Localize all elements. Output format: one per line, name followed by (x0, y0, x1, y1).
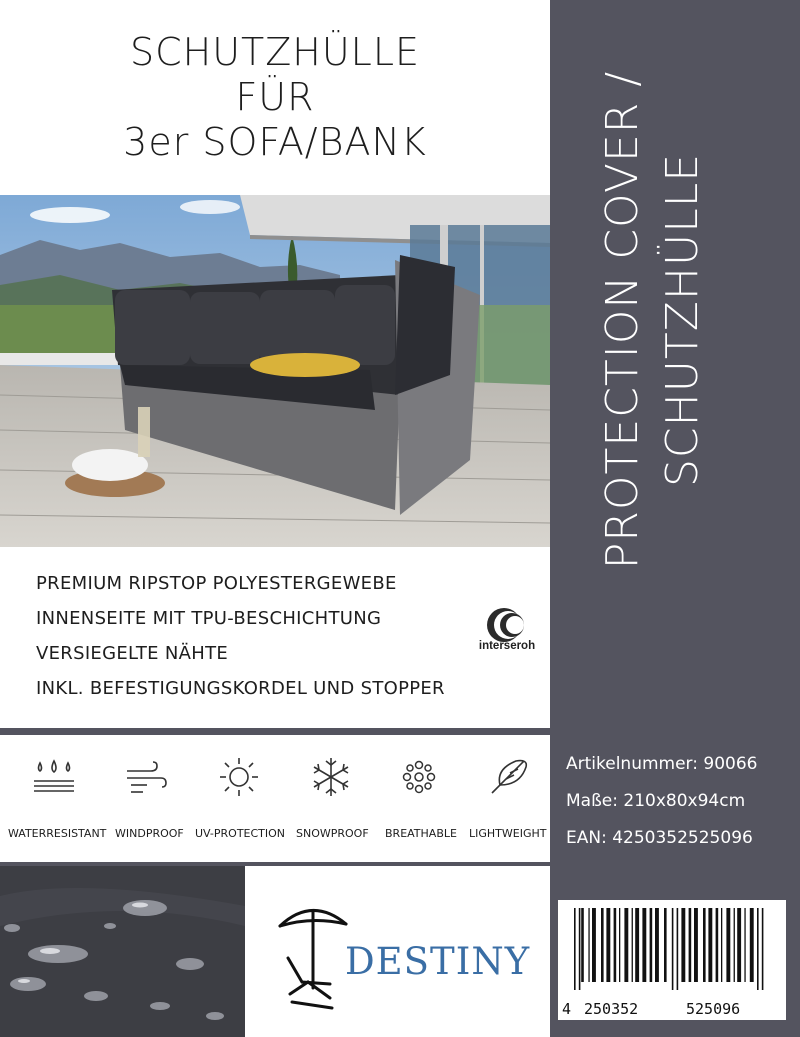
article-number: Artikelnummer: 90066 (566, 754, 758, 774)
barcode-bar (672, 908, 674, 990)
interseroh-logo (468, 605, 546, 661)
barcode-bar (579, 908, 581, 990)
feature-item: INKL. BEFESTIGUNGSKORDEL UND STOPPER (36, 678, 445, 699)
title-line-3: 3er SOFA/BANK (123, 120, 427, 164)
barcode-bar (689, 908, 692, 982)
barcode-bar (624, 908, 628, 982)
barcode-bar (762, 908, 764, 990)
fabric-photo (0, 866, 245, 1037)
barcode-bar (632, 908, 633, 982)
feather-icon (463, 747, 555, 799)
vertical-title (593, 0, 713, 640)
wind-icon (100, 747, 192, 799)
parasol-logo-icon (272, 898, 352, 1013)
barcode-bar (650, 908, 653, 982)
barcode-bars (566, 908, 778, 990)
barcode-bar (750, 908, 754, 982)
feature-list (36, 566, 506, 706)
barcode-bar (592, 908, 596, 982)
product-info (550, 735, 800, 862)
vertical-title-line-1: PROTECTION COVER / (597, 70, 648, 570)
property-label: BREATHABLE (385, 827, 457, 840)
water-drops-icon (8, 747, 100, 799)
barcode-group: 525096 (686, 1000, 741, 1018)
divider (0, 728, 800, 735)
barcode-group: 250352 (584, 1000, 639, 1018)
barcode-bar (614, 908, 617, 982)
barcode-bar (574, 908, 576, 990)
feature-item: INNENSEITE MIT TPU-BESCHICHTUNG (36, 608, 382, 629)
sofa-scene-image (0, 195, 550, 547)
property-label: LIGHTWEIGHT (469, 827, 547, 840)
barcode-bar (703, 908, 706, 982)
feature-item: VERSIEGELTE NÄHTE (36, 643, 229, 664)
ean-number: EAN: 4250352525096 (566, 828, 753, 848)
barcode-bar (721, 908, 722, 982)
barcode-bar (588, 908, 589, 982)
barcode-bar (619, 908, 620, 982)
product-photo (0, 195, 550, 547)
barcode-bar (606, 908, 610, 982)
property-label: WINDPROOF (115, 827, 184, 840)
sun-icon (193, 747, 285, 799)
properties-row (0, 735, 550, 862)
barcode-bar (635, 908, 639, 982)
barcode-bar (694, 908, 698, 982)
snowflake-icon (285, 747, 377, 799)
feature-item: PREMIUM RIPSTOP POLYESTERGEWEBE (36, 573, 397, 594)
brand-name: DESTINY (345, 940, 531, 983)
barcode-bar (757, 908, 759, 990)
vertical-title-line-2: SCHUTZHÜLLE (657, 152, 708, 488)
barcode-bar (744, 908, 745, 982)
water-droplets-image (0, 866, 245, 1037)
barcode-bar (737, 908, 741, 982)
barcode-bar (716, 908, 719, 982)
barcode-bar (664, 908, 667, 982)
title-line-2: FÜR (235, 75, 315, 119)
barcode-bar (581, 908, 584, 982)
barcode-digit: 4 (562, 1000, 572, 1018)
barcode-bar (726, 908, 730, 982)
breathable-icon (373, 747, 465, 799)
title-line-1: SCHUTZHÜLLE (129, 30, 421, 74)
barcode-bar (655, 908, 659, 982)
product-title (0, 0, 550, 195)
dimensions: Maße: 210x80x94cm (566, 791, 746, 811)
interseroh-label: interseroh (478, 640, 536, 652)
property-label: UV-PROTECTION (195, 827, 286, 840)
barcode-bar (601, 908, 604, 982)
barcode-bar (681, 908, 685, 982)
property-label: SNOWPROOF (296, 827, 369, 840)
property-label: WATERRESISTANT (8, 827, 107, 840)
barcode-bar (734, 908, 735, 982)
barcode-bar (708, 908, 712, 982)
barcode-bar (642, 908, 646, 982)
barcode-bar (677, 908, 679, 990)
